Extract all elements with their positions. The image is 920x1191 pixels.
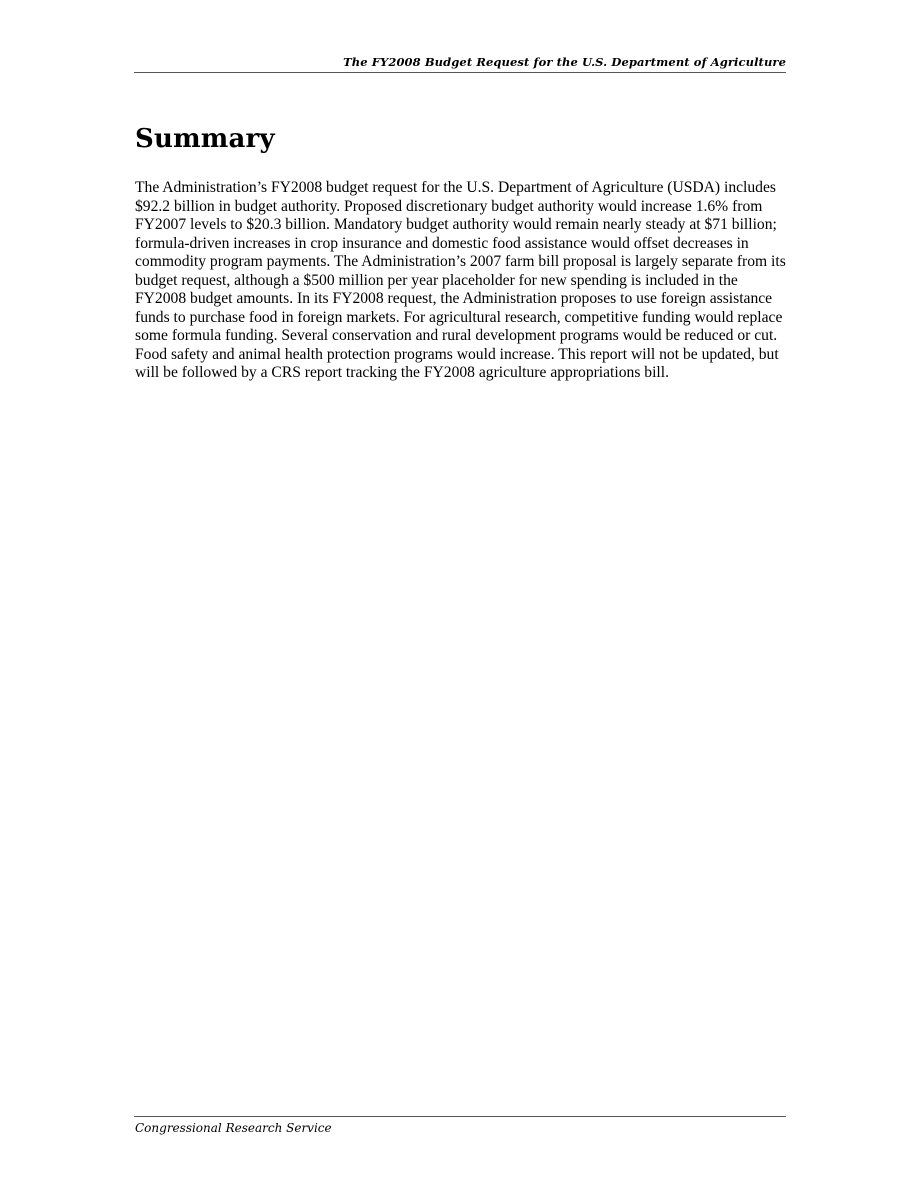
running-footer: Congressional Research Service: [135, 1121, 332, 1135]
summary-paragraph: The Administration’s FY2008 budget request for the U.S. Department of Agriculture (USDA) includes $92.2 billion in budget authority. Proposed discretionary budget authority would increase 1.6% from FY2007 levels to $20.3 billion. Mandatory budget authority would remain nearly steady at $71 billion; formula-driven increases in crop insurance and domestic food assistance would offset decreases in commodity program payments. The Administration’s 2007 farm bill proposal is largely separate from its budget request, although a $500 million per year placeholder for new spending is included in the FY2008 budget amounts. In its FY2008 request, the Administration proposes to use foreign assistance funds to purchase food in foreign markets. For agricultural research, competitive funding would replace some formula funding. Several conservation and rural development programs would be reduced or cut. Food safety and animal health protection programs would increase. This report will not be updated, but will be followed by a CRS report tracking the FY2008 agriculture appropriations bill.: [135, 179, 786, 381]
header-divider: [134, 72, 786, 73]
footer-divider: [134, 1116, 786, 1117]
section-title: Summary: [135, 124, 275, 154]
running-header: The FY2008 Budget Request for the U.S. Department of Agriculture: [343, 55, 786, 69]
